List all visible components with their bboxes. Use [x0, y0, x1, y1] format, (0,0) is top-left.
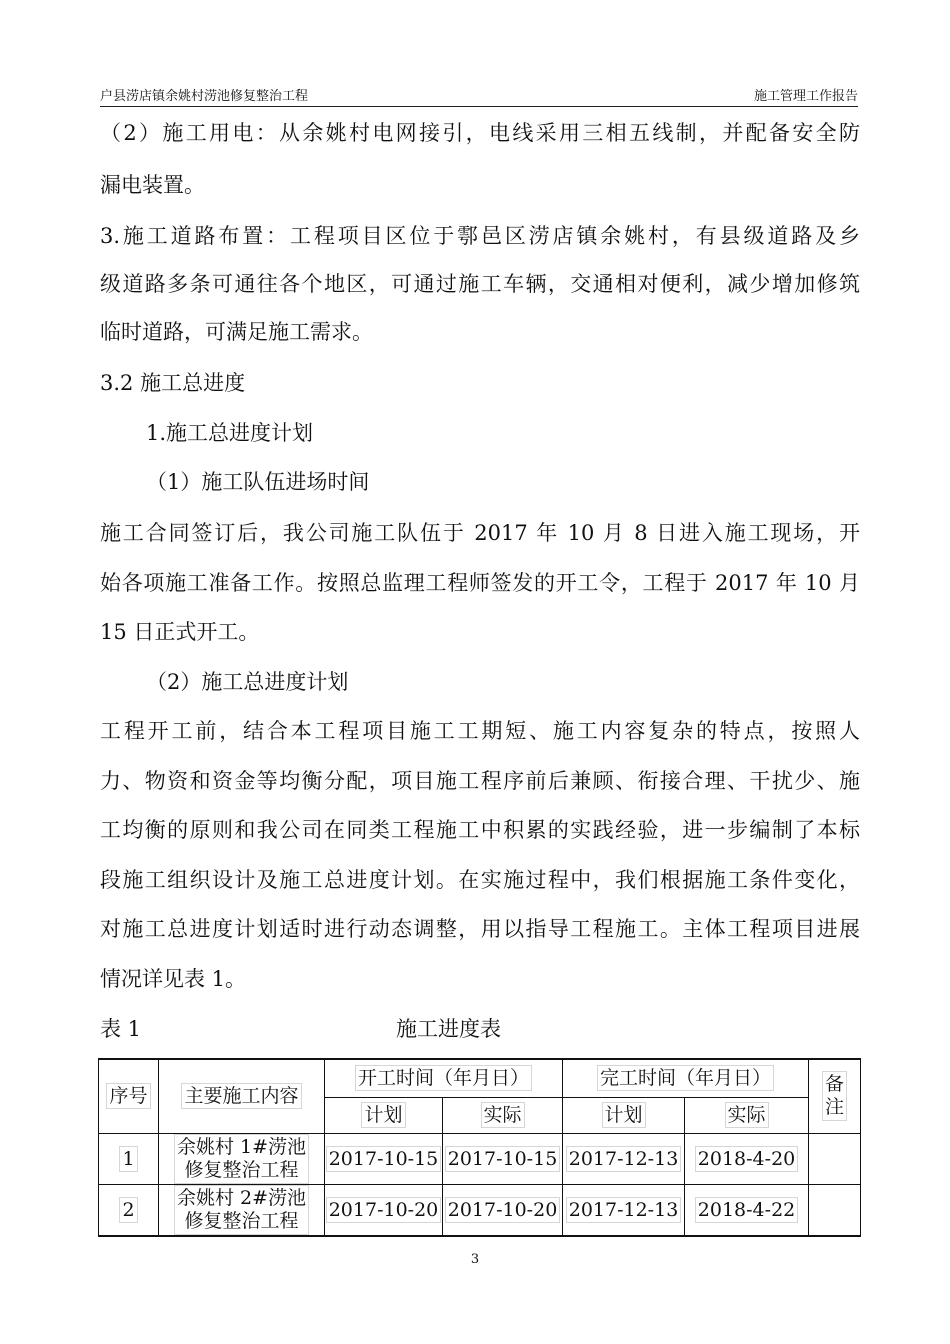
table-row — [99, 1133, 861, 1184]
para-road-line1: 3.施工道路布置：工程项目区位于鄠邑区涝店镇余姚村，有县级道路及乡 — [100, 224, 860, 248]
row2-seq: 2 — [119, 1197, 137, 1223]
para-entry-line2: 始各项施工准备工作。按照总监理工程师签发的开工令，工程于 2017 年 10 月 — [100, 571, 860, 595]
row1-finish-plan-cell — [563, 1133, 685, 1184]
row1-remark — [809, 1133, 861, 1184]
header-report-title: 施工管理工作报告 — [753, 89, 858, 104]
header-content-cell — [159, 1059, 325, 1133]
row1-content — [174, 1134, 309, 1184]
row2-content-cell — [159, 1184, 325, 1236]
para-road-line2: 级道路多条可通往各个地区，可通过施工车辆，交通相对便利，减少增加修筑 — [100, 272, 860, 296]
para-schedule-line4: 段施工组织设计及施工总进度计划。在实施过程中，我们根据施工条件变化， — [100, 868, 860, 892]
header-remark-char2: 注 — [825, 1096, 845, 1119]
table-title: 施工进度表 — [396, 1017, 501, 1041]
header-seq-cell — [99, 1059, 159, 1133]
row1-start-plan-cell — [325, 1133, 443, 1184]
row2-finish-actual-cell — [685, 1184, 809, 1236]
header-remark-cell — [809, 1059, 861, 1133]
row1-start-actual: 2017-10-15 — [445, 1146, 561, 1172]
row2-start-actual-cell — [443, 1184, 563, 1236]
para-road-line3: 临时道路，可满足施工需求。 — [100, 320, 373, 344]
header-start-plan-cell — [325, 1097, 443, 1133]
row2-start-plan: 2017-10-20 — [326, 1197, 442, 1223]
row2-start-plan-cell — [325, 1184, 443, 1236]
row1-finish-actual: 2018-4-20 — [695, 1146, 798, 1172]
row1-finish-plan: 2017-12-13 — [566, 1146, 682, 1172]
row1-seq-cell — [99, 1133, 159, 1184]
page-header — [100, 90, 858, 107]
header-seq: 序号 — [106, 1083, 150, 1109]
para-schedule-line6: 情况详见表 1。 — [100, 967, 247, 991]
para-schedule-line5: 对施工总进度计划适时进行动态调整，用以指导工程施工。主体工程项目进展 — [100, 917, 860, 941]
header-finish-cell — [563, 1059, 809, 1097]
para-entry-line1: 施工合同签订后，我公司施工队伍于 2017 年 10 月 8 日进入施工现场，开 — [100, 521, 860, 545]
subheading-entry-time: （1）施工队伍进场时间 — [146, 470, 370, 494]
header-project-title: 户县涝店镇余姚村涝池修复整治工程 — [100, 89, 309, 104]
table-header-row — [99, 1059, 861, 1097]
row2-content-line2: 修复整治工程 — [184, 1209, 299, 1232]
table-row — [99, 1184, 861, 1236]
row2-content-line1: 余姚村 2#涝池 — [176, 1186, 307, 1209]
row2-seq-cell — [99, 1184, 159, 1236]
header-start: 开工时间（年月日） — [355, 1065, 532, 1091]
header-start-actual: 实际 — [481, 1102, 525, 1128]
para-schedule-line2: 力、物资和资金等均衡分配，项目施工程序前后兼顾、衔接合理、干扰少、施 — [100, 769, 860, 793]
subheading-schedule: （2）施工总进度计划 — [146, 670, 349, 694]
para-schedule-line3: 工均衡的原则和我公司在同类工程施工中积累的实践经验，进一步编制了本标 — [100, 818, 860, 842]
row1-start-plan: 2017-10-15 — [326, 1146, 442, 1172]
row2-content — [174, 1185, 309, 1235]
para-schedule-line1: 工程开工前，结合本工程项目施工工期短、施工内容复杂的特点，按照人 — [100, 719, 860, 743]
row2-start-actual: 2017-10-20 — [445, 1197, 561, 1223]
row1-content-line2: 修复整治工程 — [184, 1158, 299, 1181]
row1-content-cell — [159, 1133, 325, 1184]
header-finish-actual-cell — [685, 1097, 809, 1133]
subheading-plan: 1.施工总进度计划 — [146, 421, 314, 445]
table-label: 表 1 — [100, 1017, 142, 1041]
row1-seq: 1 — [119, 1146, 137, 1172]
header-start-actual-cell — [443, 1097, 563, 1133]
header-finish-plan-cell — [563, 1097, 685, 1133]
row2-remark — [809, 1184, 861, 1236]
para-power-line2: 漏电装置。 — [100, 173, 205, 197]
progress-table — [98, 1058, 861, 1237]
row1-content-line1: 余姚村 1#涝池 — [176, 1135, 307, 1158]
header-finish-actual: 实际 — [725, 1102, 769, 1128]
row2-finish-actual: 2018-4-22 — [695, 1197, 798, 1223]
header-start-cell — [325, 1059, 563, 1097]
header-finish: 完工时间（年月日） — [597, 1065, 774, 1091]
para-power-line1: （2）施工用电：从余姚村电网接引，电线采用三相五线制，并配备安全防 — [100, 121, 860, 145]
header-finish-plan: 计划 — [602, 1102, 646, 1128]
header-remark — [822, 1071, 847, 1121]
header-remark-char1: 备 — [825, 1073, 845, 1096]
page-number: 3 — [470, 1252, 480, 1267]
header-start-plan: 计划 — [361, 1102, 405, 1128]
section-heading: 3.2 施工总进度 — [100, 371, 246, 395]
para-entry-line3: 15 日正式开工。 — [100, 620, 260, 644]
header-content: 主要施工内容 — [181, 1083, 301, 1109]
row1-start-actual-cell — [443, 1133, 563, 1184]
row1-finish-actual-cell — [685, 1133, 809, 1184]
row2-finish-plan: 2017-12-13 — [566, 1197, 682, 1223]
row2-finish-plan-cell — [563, 1184, 685, 1236]
